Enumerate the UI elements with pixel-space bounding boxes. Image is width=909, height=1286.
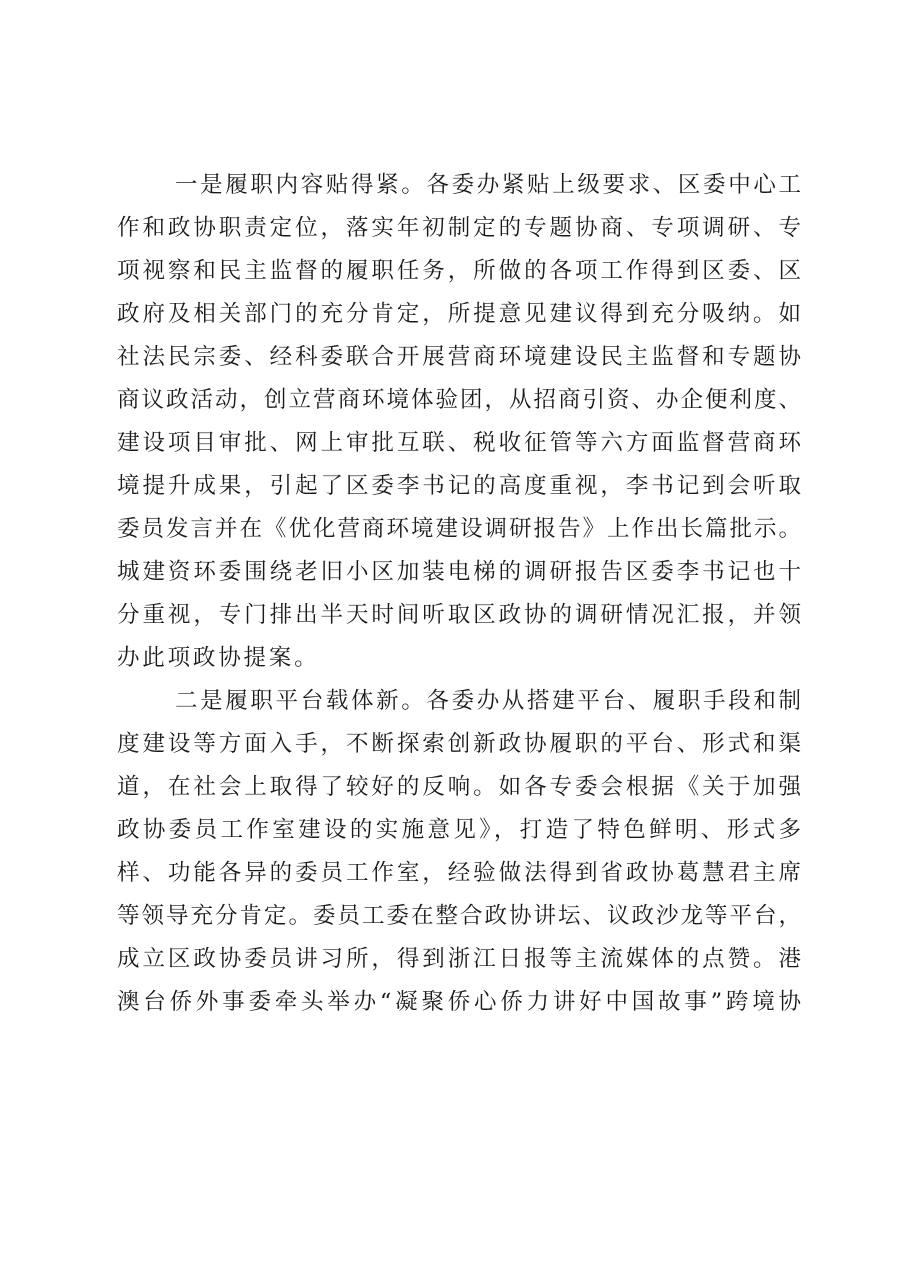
text-line: 作和政协职责定位，落实年初制定的专题协商、专项调研、专 (117, 215, 801, 241)
text-line: 委员发言并在《优化营商环境建设调研报告》上作出长篇批示。 (117, 516, 801, 542)
text-line: 一是履职内容贴得紧。各委办紧贴上级要求、区委中心工 (175, 172, 801, 198)
text-line: 度建设等方面入手，不断探索创新政协履职的平台、形式和渠 (117, 731, 801, 757)
text-line: 样、功能各异的委员工作室，经验做法得到省政协葛慧君主席 (117, 860, 801, 886)
text-line: 项视察和民主监督的履职任务，所做的各项工作得到区委、区 (117, 258, 801, 284)
text-line: 办此项政协提案。 (117, 645, 320, 671)
text-line: 道，在社会上取得了较好的反响。如各专委会根据《关于加强 (117, 774, 801, 800)
text-line: 等领导充分肯定。委员工委在整合政协讲坛、议政沙龙等平台， (117, 903, 801, 929)
text-line: 二是履职平台载体新。各委办从搭建平台、履职手段和制 (175, 688, 801, 714)
text-line: 政协委员工作室建设的实施意见》，打造了特色鲜明、形式多 (117, 817, 801, 843)
text-line: 政府及相关部门的充分肯定，所提意见建议得到充分吸纳。如 (117, 301, 801, 327)
text-line: 城建资环委围绕老旧小区加装电梯的调研报告区委李书记也十 (117, 559, 801, 585)
text-line: 社法民宗委、经科委联合开展营商环境建设民主监督和专题协 (117, 344, 801, 370)
text-line: 成立区政协委员讲习所，得到浙江日报等主流媒体的点赞。港 (117, 946, 801, 972)
text-line: 商议政活动，创立营商环境体验团，从招商引资、办企便利度、 (117, 387, 801, 413)
text-line: 分重视，专门排出半天时间听取区政协的调研情况汇报，并领 (117, 602, 801, 628)
text-line: 建设项目审批、网上审批互联、税收征管等六方面监督营商环 (117, 430, 801, 456)
text-line: 境提升成果，引起了区委李书记的高度重视，李书记到会听取 (117, 473, 801, 499)
text-line: 澳台侨外事委牵头举办“凝聚侨心侨力讲好中国故事”跨境协 (117, 989, 801, 1015)
